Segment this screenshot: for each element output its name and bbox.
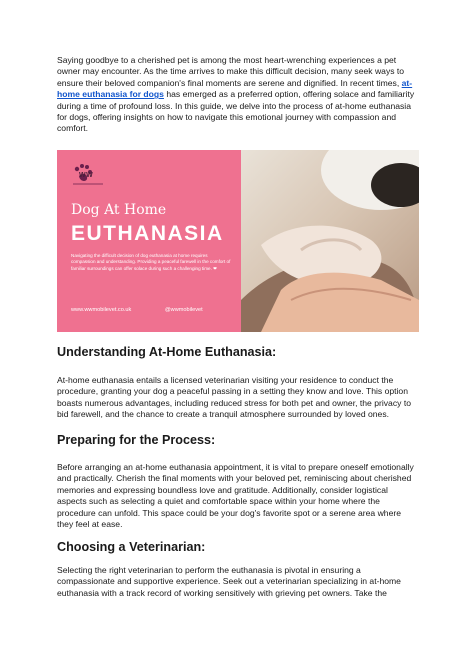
intro-text-before-link: Saying goodbye to a cherished pet is among the most heart-wrenching experiences a pet owner may encounter. As the time arrives to make this difficult decision, many seek ways to ensure their beloved companion's final moments are serene and dignified. In recent times,	[57, 55, 405, 88]
heading-understanding: Understanding At-Home Euthanasia:	[57, 345, 277, 359]
intro-text-after-link: has emerged as a preferred option, offering solace and familiarity during a time of profound loss. In this guide, we delve into the process of at-home euthanasia for dogs, offering insights on how to navigate this emotional journey with compassion and comfort.	[57, 89, 415, 134]
intro-paragraph	[57, 55, 419, 135]
banner-social-handle: @wwmobilevet	[165, 307, 203, 313]
preparing-paragraph: Before arranging an at-home euthanasia appointment, it is vital to prepare oneself emotionally and practically. Cherish the final moments with your beloved pet, reminiscing about cherished memories and expressing boundless love and gratitude. Additionally, consider logistical aspects such as selecting a quiet and comfortable space within your home where the procedure can unfold. This space could be your dog's favorite spot or a serene area where they feel at ease.	[57, 462, 414, 530]
banner-description: Navigating the difficult decision of dog euthanasia at home requires compassion and understanding. Providing a peaceful farewell in the comfort of familiar surroundings can offer solace during such a challenging time. ❤	[71, 253, 231, 271]
banner-pink-panel	[57, 150, 241, 332]
heading-preparing: Preparing for the Process:	[57, 433, 216, 447]
banner-title: Dog At Home	[71, 202, 167, 218]
choosing-veterinarian-paragraph: Selecting the right veterinarian to perform the euthanasia is pivotal in ensuring a compassionate and supportive experience. Seek out a veterinarian specializing in at-home euthanasia with a track record of working sensitively with grieving pet owners. Take the	[57, 565, 401, 598]
article-banner-image	[57, 150, 419, 332]
at-home-euthanasia-link[interactable]: at-home euthanasia for dogs	[57, 77, 413, 100]
understanding-paragraph: At-home euthanasia entails a licensed veterinarian visiting your residence to conduct the procedure, granting your dog a peaceful passing in a setting they know and love. This option boasts numerous advantages, including reduced stress for both pet and owner, the privacy to bid farewell, and the chance to create a tranquil atmosphere surrounded by loved ones.	[57, 375, 411, 420]
heading-choosing-veterinarian: Choosing a Veterinarian:	[57, 540, 206, 554]
dog-paw-and-hand-photo	[241, 150, 419, 332]
banner-logo-text: WW	[79, 172, 94, 179]
banner-website: www.wwmobilevet.co.uk	[71, 307, 132, 313]
banner-big-title: EUTHANASIA	[71, 222, 224, 245]
paw-hand-illustration	[241, 150, 419, 332]
